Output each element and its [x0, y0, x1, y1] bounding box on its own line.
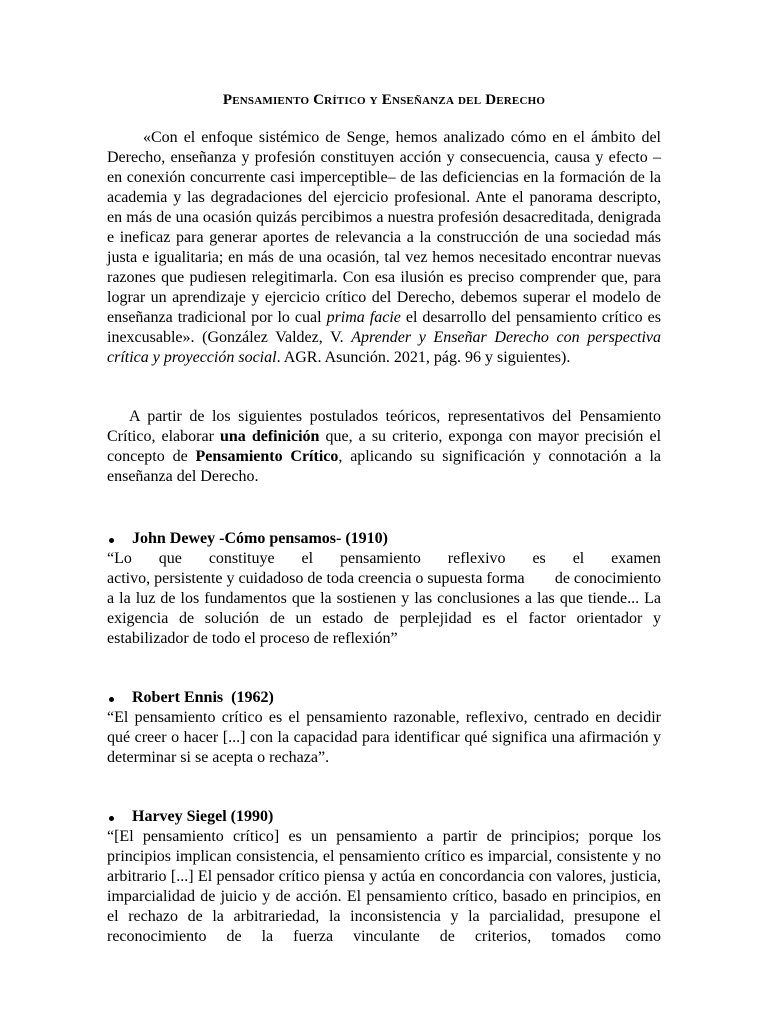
- quote-word: pensamiento: [339, 550, 421, 567]
- author-heading-siegel: [107, 807, 661, 827]
- quote-word: es: [532, 550, 546, 567]
- author-quote-ennis: “El pensamiento crítico es el pensamiento razonable, reflexivo, centrado en decidir qué creer o hacer [...] con la capacidad para identificar qué significa una afirmación y determinar si se acepta o rechaza”.: [107, 709, 661, 766]
- quote-word: “Lo: [107, 550, 132, 567]
- bullet-icon: [109, 697, 114, 702]
- intro-quote-book-title: Aprender y Enseñar Derecho con perspectiva crítica y proyección social: [107, 329, 662, 366]
- quote-line-part: de conocimiento: [554, 570, 661, 587]
- intro-quote-text-1: «Con el enfoque sistémico de Senge, hemos analizado cómo en el ámbito del Derecho, enseñanza y profesión constituyen acción y consecuencia, causa y efecto – en conexión concurrente casi imperceptible– de las deficiencias en la formación de la academia y las degradaciones del ejercicio profesional. Ante el panorama descripto, en más de una ocasión quizás percibimos a nuestra profesión desacreditada, denigrada e ineficaz para generar aportes de relevancia a la construcción de una sociedad más justa e igualitaria; en más de una ocasión, tal vez hemos necesitado encontrar nuevas razones que pudiesen relegitimarla. Con esa ilusión es preciso comprender que, para lograr un aprendizaje y ejercicio crítico del Derecho, debemos superar el modelo de enseñanza tradicional por lo cual: [107, 129, 661, 326]
- intro-quote-italic-1: prima facie: [326, 309, 401, 326]
- instruction-text-3: , aplicando su significación y connotación a la enseñanza del Derecho.: [107, 448, 662, 485]
- author-heading-text: Robert Ennis (1962): [132, 689, 274, 706]
- quote-word: constituye: [208, 550, 275, 567]
- intro-quote-text-2: el desarrollo del pensamiento crítico es inexcusable». (González Valdez, V.: [107, 309, 661, 346]
- quote-rest: a la luz de los fundamentos que la sostienen y las conclusiones a las que tiende... La exigencia de solución de un estado de perplejidad es el factor orientador y estabilizador de todo el proceso de reflexión”: [107, 590, 661, 647]
- author-heading-dewey: [107, 529, 661, 549]
- bullet-icon: [109, 538, 114, 543]
- intro-quote: [107, 128, 661, 368]
- quote-first-line: [107, 549, 661, 569]
- author-heading-text: John Dewey -Cómo pensamos- (1910): [132, 530, 388, 547]
- quote-second-line: [107, 569, 661, 589]
- instruction-bold-2: Pensamiento Crítico: [195, 448, 339, 465]
- quote-word: examen: [611, 550, 661, 567]
- quote-word: reflexivo: [447, 550, 506, 567]
- author-quote-dewey: [107, 549, 661, 649]
- quote-word: el: [301, 550, 314, 567]
- intro-quote-text-3: . AGR. Asunción. 2021, pág. 96 y siguientes).: [276, 349, 571, 366]
- author-heading-ennis: [107, 688, 661, 708]
- quote-word: que: [158, 550, 182, 567]
- document-title: Pensamiento Crítico y Enseñanza del Derecho: [222, 92, 546, 108]
- instruction-paragraph: [107, 407, 661, 487]
- author-heading-text: Harvey Siegel (1990): [132, 808, 274, 825]
- quote-word: el: [572, 550, 585, 567]
- quote-line-part: activo, persistente y cuidadoso de toda creencia o supuesta forma: [107, 570, 525, 587]
- instruction-text-2: que, a su criterio, exponga con mayor precisión el concepto de: [107, 428, 662, 465]
- instruction-bold-1: una definición: [219, 428, 320, 445]
- bullet-icon: [109, 816, 114, 821]
- author-quote-siegel: “[El pensamiento crítico] es un pensamiento a partir de principios; porque los principios implican consistencia, el pensamiento crítico es imparcial, consistente y no arbitrario [...] El pensador crítico piensa y actúa en concordancia con valores, justicia, imparcialidad de juicio y de acción. El pensamiento crítico, basado en principios, en el rechazo de la arbitrariedad, la inconsistencia y la parcialidad, presupone el reconocimiento de la fuerza vinculante de criterios, tomados como: [107, 828, 661, 945]
- instruction-text-1: A partir de los siguientes postulados teóricos, representativos del Pensamiento Crítico, elaborar: [107, 408, 661, 445]
